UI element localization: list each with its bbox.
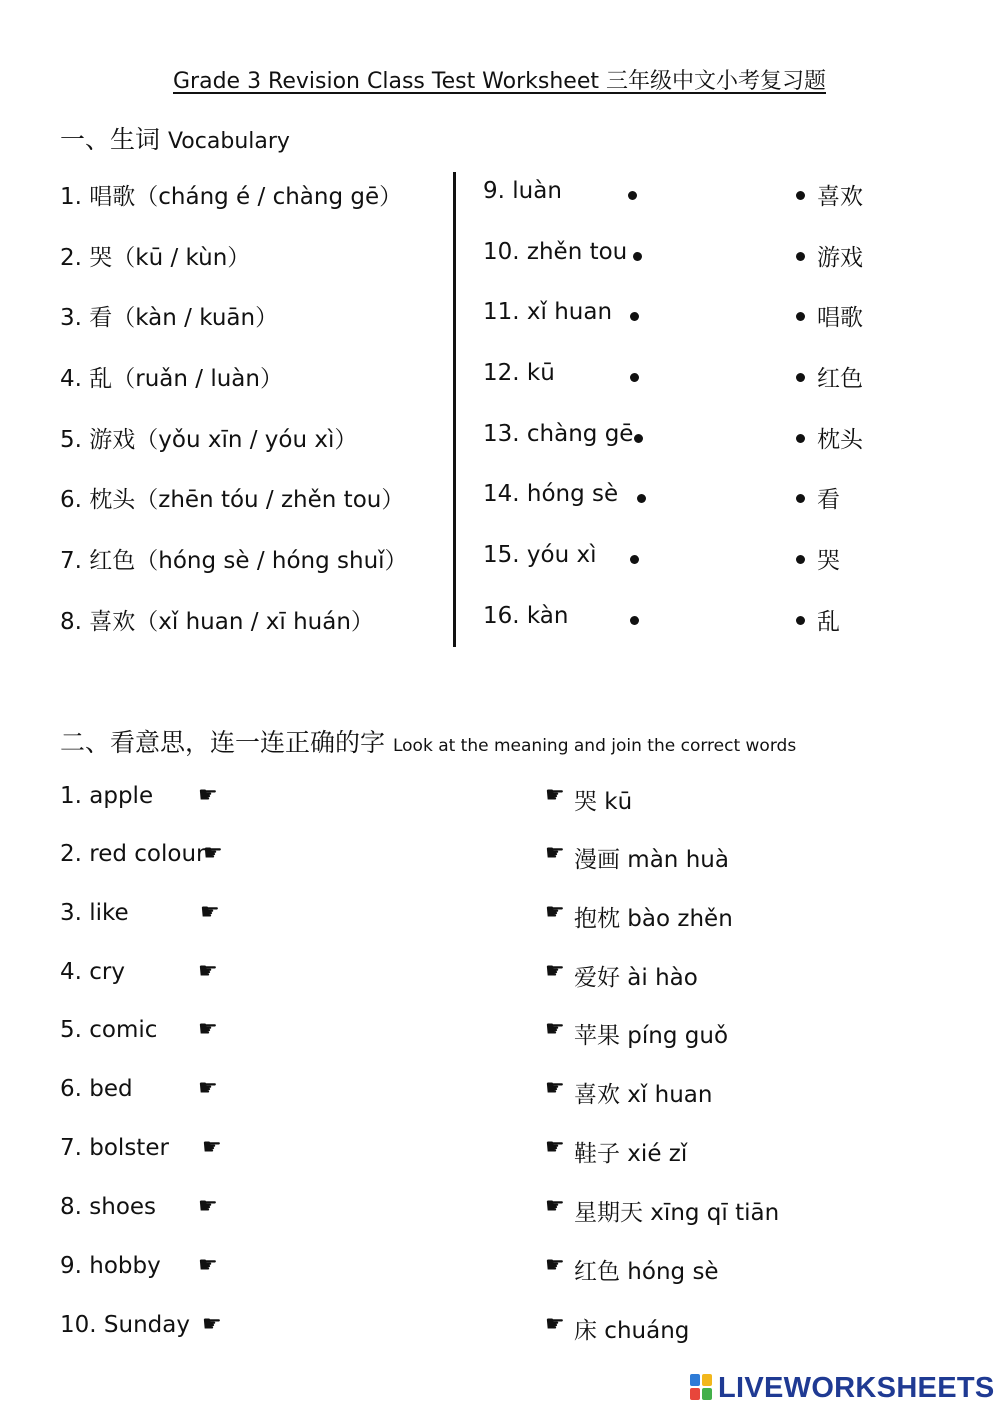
pointing-hand-icon[interactable]: ☛ — [545, 1076, 565, 1101]
match-left-dot-11[interactable] — [630, 312, 639, 321]
pointing-hand-icon[interactable]: ☛ — [545, 783, 565, 808]
word-1: 哭 kū — [574, 789, 633, 815]
pointing-hand-icon[interactable]: ☛ — [198, 1017, 218, 1042]
match-right-dot-3[interactable] — [796, 312, 805, 321]
match-right-2: 游戏 — [817, 245, 863, 271]
column-divider — [453, 172, 456, 647]
match-left-dot-13[interactable] — [634, 434, 643, 443]
pointing-hand-icon[interactable]: ☛ — [545, 1194, 565, 1219]
meaning-8: 8. shoes — [60, 1194, 157, 1220]
pointing-hand-icon[interactable]: ☛ — [203, 841, 223, 866]
meaning-10: 10. Sunday — [60, 1312, 190, 1338]
vocab-choice-4[interactable]: 4. 乱（ruǎn / luàn） — [60, 366, 283, 392]
match-left-11: 11. xǐ huan — [483, 299, 613, 325]
match-right-dot-7[interactable] — [796, 555, 805, 564]
section2-heading-zh: 二、看意思，连一连正确的字 — [60, 728, 386, 757]
match-right-dot-1[interactable] — [796, 191, 805, 200]
meaning-7: 7. bolster — [60, 1135, 169, 1161]
vocab-choice-3[interactable]: 3. 看（kàn / kuān） — [60, 305, 279, 331]
vocab-choice-8[interactable]: 8. 喜欢（xǐ huan / xī huán） — [60, 609, 374, 635]
word-4: 爱好 ài hào — [574, 965, 698, 991]
pointing-hand-icon[interactable]: ☛ — [202, 1312, 222, 1337]
pointing-hand-icon[interactable]: ☛ — [545, 900, 565, 925]
match-right-8: 乱 — [817, 609, 840, 635]
meaning-6: 6. bed — [60, 1076, 133, 1102]
match-right-dot-6[interactable] — [796, 494, 805, 503]
match-left-10: 10. zhěn tou — [483, 239, 628, 265]
meaning-2: 2. red colour — [60, 841, 206, 867]
pointing-hand-icon[interactable]: ☛ — [545, 1312, 565, 1337]
liveworksheets-logo-icon — [690, 1374, 714, 1402]
pointing-hand-icon[interactable]: ☛ — [198, 1194, 218, 1219]
match-left-14: 14. hóng sè — [483, 481, 619, 507]
match-right-dot-2[interactable] — [796, 252, 805, 261]
section2-heading — [60, 723, 796, 759]
match-right-5: 枕头 — [817, 427, 863, 453]
meaning-5: 5. comic — [60, 1017, 158, 1043]
match-right-4: 红色 — [817, 366, 863, 392]
vocab-choice-7[interactable]: 7. 红色（hóng sè / hóng shuǐ） — [60, 548, 408, 574]
word-8: 星期天 xīng qī tiān — [574, 1200, 780, 1226]
pointing-hand-icon[interactable]: ☛ — [202, 1135, 222, 1160]
pointing-hand-icon[interactable]: ☛ — [545, 1017, 565, 1042]
match-left-9: 9. luàn — [483, 178, 562, 204]
pointing-hand-icon[interactable]: ☛ — [545, 959, 565, 984]
word-10: 床 chuáng — [574, 1318, 690, 1344]
match-right-dot-4[interactable] — [796, 373, 805, 382]
match-left-dot-16[interactable] — [630, 616, 639, 625]
pointing-hand-icon[interactable]: ☛ — [198, 959, 218, 984]
pointing-hand-icon[interactable]: ☛ — [198, 1076, 218, 1101]
section1-heading — [60, 120, 290, 156]
section2-heading-en: Look at the meaning and join the correct words — [392, 736, 797, 756]
match-left-dot-10[interactable] — [633, 252, 642, 261]
vocab-choice-2[interactable]: 2. 哭（kū / kùn） — [60, 245, 251, 271]
pointing-hand-icon[interactable]: ☛ — [545, 841, 565, 866]
vocab-choice-5[interactable]: 5. 游戏（yǒu xīn / yóu xì） — [60, 427, 358, 453]
match-left-dot-14[interactable] — [637, 494, 646, 503]
match-left-dot-15[interactable] — [630, 555, 639, 564]
word-5: 苹果 píng guǒ — [574, 1023, 729, 1049]
word-7: 鞋子 xié zǐ — [574, 1141, 688, 1167]
match-right-7: 哭 — [817, 548, 840, 574]
match-right-1: 喜欢 — [817, 184, 863, 210]
liveworksheets-logo-text: LIVEWORKSHEETS — [718, 1371, 995, 1404]
match-left-15: 15. yóu xì — [483, 542, 597, 568]
section1-heading-zh: 一、生词 — [60, 125, 161, 154]
match-right-dot-8[interactable] — [796, 616, 805, 625]
match-right-3: 唱歌 — [817, 305, 863, 331]
pointing-hand-icon[interactable]: ☛ — [545, 1135, 565, 1160]
meaning-4: 4. cry — [60, 959, 125, 985]
pointing-hand-icon[interactable]: ☛ — [200, 900, 220, 925]
match-left-dot-9[interactable] — [628, 191, 637, 200]
vocab-choice-1[interactable]: 1. 唱歌（cháng é / chàng gē） — [60, 184, 403, 210]
match-left-13: 13. chàng gē — [483, 421, 634, 447]
match-right-dot-5[interactable] — [796, 434, 805, 443]
meaning-9: 9. hobby — [60, 1253, 161, 1279]
match-left-16: 16. kàn — [483, 603, 569, 629]
match-left-dot-12[interactable] — [630, 373, 639, 382]
pointing-hand-icon[interactable]: ☛ — [545, 1253, 565, 1278]
vocab-choice-6[interactable]: 6. 枕头（zhēn tóu / zhěn tou） — [60, 487, 405, 513]
match-right-6: 看 — [817, 487, 840, 513]
section1-heading-en: Vocabulary — [167, 129, 290, 154]
meaning-3: 3. like — [60, 900, 129, 926]
word-3: 抱枕 bào zhěn — [574, 906, 733, 932]
match-left-12: 12. kū — [483, 360, 555, 386]
pointing-hand-icon[interactable]: ☛ — [198, 1253, 218, 1278]
pointing-hand-icon[interactable]: ☛ — [198, 783, 218, 808]
liveworksheets-logo — [690, 1370, 995, 1406]
word-9: 红色 hóng sè — [574, 1259, 719, 1285]
worksheet-title: Grade 3 Revision Class Test Worksheet 三年级中文小考复习题 — [173, 69, 826, 94]
word-2: 漫画 màn huà — [574, 847, 729, 873]
meaning-1: 1. apple — [60, 783, 154, 809]
word-6: 喜欢 xǐ huan — [574, 1082, 713, 1108]
